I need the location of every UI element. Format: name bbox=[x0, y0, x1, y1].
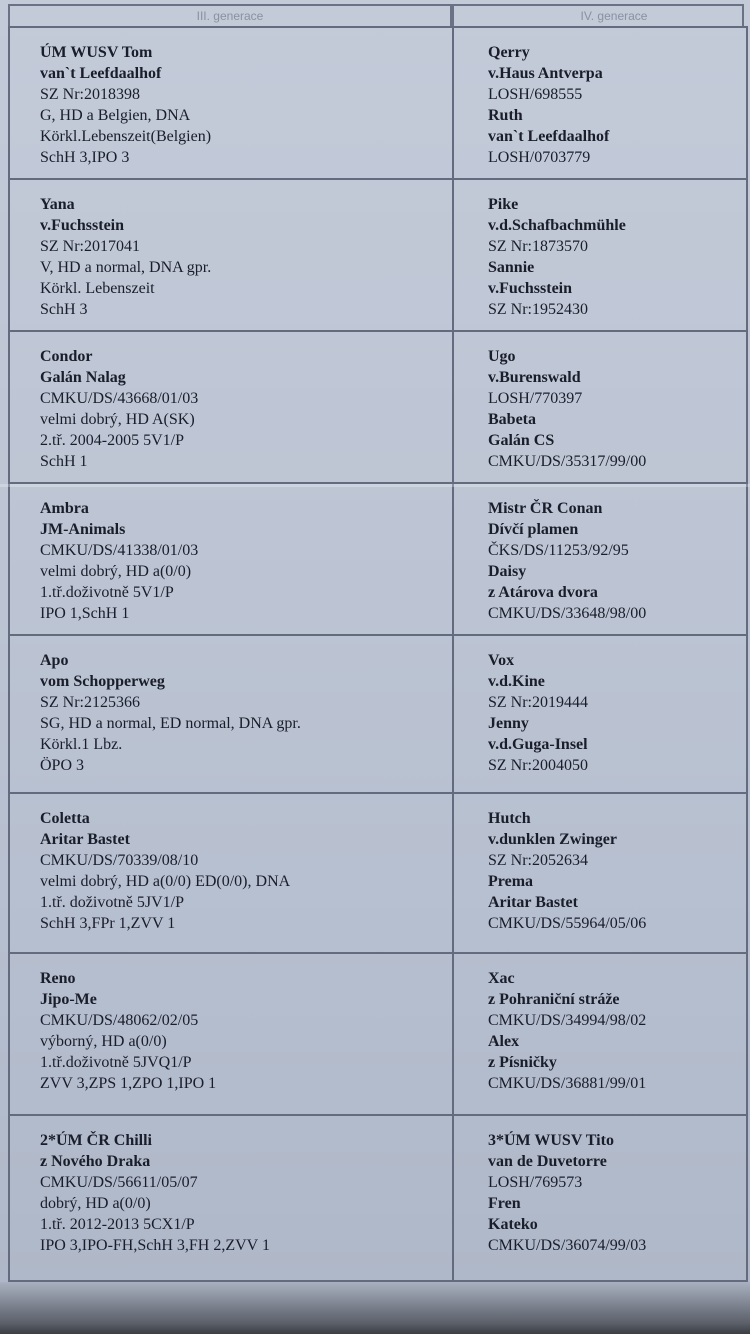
registration-number: CMKU/DS/41338/01/03 bbox=[40, 542, 199, 559]
ancestor-gen3-cell bbox=[8, 332, 454, 484]
dam-registration: SZ Nr:1952430 bbox=[488, 301, 588, 318]
registration-number: CMKU/DS/48062/02/05 bbox=[40, 1012, 199, 1029]
ancestor-gen3-cell bbox=[8, 180, 454, 332]
breeding-class: 1.tř.doživotně 5JVQ1/P bbox=[40, 1054, 192, 1071]
kennel-name: z Nového Draka bbox=[40, 1153, 151, 1170]
sire-name: Pike bbox=[488, 196, 519, 213]
sire-kennel: Dívčí plamen bbox=[488, 521, 579, 538]
sire-kennel: z Pohraniční stráže bbox=[488, 991, 620, 1008]
dam-name: Babeta bbox=[488, 411, 536, 428]
dog-name: Yana bbox=[40, 196, 75, 213]
dog-name: 2*ÚM ČR Chilli bbox=[40, 1132, 152, 1149]
sire-name: Ugo bbox=[488, 348, 516, 365]
breeding-class: Körkl.1 Lbz. bbox=[40, 736, 123, 753]
registration-number: CMKU/DS/56611/05/07 bbox=[40, 1174, 198, 1191]
pedigree-row bbox=[8, 954, 748, 1116]
kennel-name: Jipo-Me bbox=[40, 991, 97, 1008]
ancestor-gen3-cell bbox=[8, 954, 454, 1116]
sire-name: Qerry bbox=[488, 44, 530, 61]
rating: velmi dobrý, HD a(0/0) ED(0/0), DNA bbox=[40, 873, 291, 890]
dam-kennel: Galán CS bbox=[488, 432, 555, 449]
dog-name: Ambra bbox=[40, 500, 89, 517]
breeding-class: 1.tř.doživotně 5V1/P bbox=[40, 584, 174, 601]
sire-name: 3*ÚM WUSV Tito bbox=[488, 1132, 614, 1149]
dam-name: Jenny bbox=[488, 715, 529, 732]
ancestor-gen3-cell bbox=[8, 636, 454, 794]
dam-registration: SZ Nr:2004050 bbox=[488, 757, 588, 774]
ancestor-gen4-cell bbox=[452, 332, 748, 484]
sire-registration: SZ Nr:1873570 bbox=[488, 238, 588, 255]
sire-registration: CMKU/DS/34994/98/02 bbox=[488, 1012, 647, 1029]
ancestor-gen4-cell bbox=[452, 1116, 748, 1282]
dog-name: Apo bbox=[40, 652, 69, 669]
kennel-name: Aritar Bastet bbox=[40, 831, 130, 848]
rating: V, HD a normal, DNA gpr. bbox=[40, 259, 212, 276]
ancestor-gen3-cell bbox=[8, 484, 454, 636]
dog-name: Coletta bbox=[40, 810, 90, 827]
exams: IPO 1,SchH 1 bbox=[40, 605, 130, 622]
exams: SchH 3,FPr 1,ZVV 1 bbox=[40, 915, 176, 932]
dog-name: Reno bbox=[40, 970, 76, 987]
dam-kennel: van`t Leefdaalhof bbox=[488, 128, 610, 145]
kennel-name: v.Fuchsstein bbox=[40, 217, 125, 234]
rating: G, HD a Belgien, DNA bbox=[40, 107, 191, 124]
dam-name: Prema bbox=[488, 873, 534, 890]
sire-kennel: v.Burenswald bbox=[488, 369, 581, 386]
sire-kennel: v.d.Kine bbox=[488, 673, 545, 690]
sire-kennel: van de Duvetorre bbox=[488, 1153, 607, 1170]
registration-number: CMKU/DS/70339/08/10 bbox=[40, 852, 199, 869]
dam-kennel: v.Fuchsstein bbox=[488, 280, 573, 297]
dog-name: Condor bbox=[40, 348, 93, 365]
breeding-class: 2.tř. 2004-2005 5V1/P bbox=[40, 432, 184, 449]
dam-registration: CMKU/DS/36881/99/01 bbox=[488, 1075, 647, 1092]
sire-name: Xac bbox=[488, 970, 515, 987]
ancestor-gen4-cell bbox=[452, 794, 748, 954]
dam-registration: LOSH/0703779 bbox=[488, 149, 591, 166]
ancestor-gen3-cell bbox=[8, 794, 454, 954]
pedigree-row bbox=[8, 794, 748, 954]
breeding-class: Körkl. Lebenszeit bbox=[40, 280, 155, 297]
kennel-name: vom Schopperweg bbox=[40, 673, 165, 690]
exams: SchH 3 bbox=[40, 301, 88, 318]
pedigree-grid bbox=[8, 26, 748, 1282]
pedigree-row bbox=[8, 484, 748, 636]
sire-name: Vox bbox=[488, 652, 515, 669]
ancestor-gen4-cell bbox=[452, 484, 748, 636]
sire-registration: SZ Nr:2019444 bbox=[488, 694, 588, 711]
header-generation-4: IV. generace bbox=[452, 4, 744, 26]
sire-registration: LOSH/769573 bbox=[488, 1174, 583, 1191]
rating: velmi dobrý, HD a(0/0) bbox=[40, 563, 192, 580]
dam-registration: CMKU/DS/33648/98/00 bbox=[488, 605, 647, 622]
dam-registration: CMKU/DS/55964/05/06 bbox=[488, 915, 647, 932]
dam-kennel: v.d.Guga-Insel bbox=[488, 736, 588, 753]
kennel-name: Galán Nalag bbox=[40, 369, 126, 386]
sire-kennel: v.Haus Antverpa bbox=[488, 65, 603, 82]
sire-registration: ČKS/DS/11253/92/95 bbox=[488, 542, 629, 559]
sire-kennel: v.d.Schafbachmühle bbox=[488, 217, 626, 234]
registration-number: SZ Nr:2125366 bbox=[40, 694, 140, 711]
breeding-class: Körkl.Lebenszeit(Belgien) bbox=[40, 128, 212, 145]
dam-kennel: z Atárova dvora bbox=[488, 584, 598, 601]
dam-registration: CMKU/DS/35317/99/00 bbox=[488, 453, 647, 470]
ancestor-gen4-cell bbox=[452, 636, 748, 794]
dam-name: Daisy bbox=[488, 563, 527, 580]
exams: SchH 3,IPO 3 bbox=[40, 149, 130, 166]
ancestor-gen4-cell bbox=[452, 954, 748, 1116]
rating: SG, HD a normal, ED normal, DNA gpr. bbox=[40, 715, 301, 732]
registration-number: CMKU/DS/43668/01/03 bbox=[40, 390, 199, 407]
dam-name: Ruth bbox=[488, 107, 523, 124]
dam-name: Fren bbox=[488, 1195, 521, 1212]
header-generation-3: III. generace bbox=[8, 4, 452, 26]
ancestor-gen3-cell bbox=[8, 1116, 454, 1282]
ancestor-gen4-cell bbox=[452, 180, 748, 332]
sire-registration: LOSH/698555 bbox=[488, 86, 583, 103]
dam-kennel: Kateko bbox=[488, 1216, 538, 1233]
ancestor-gen4-cell bbox=[452, 26, 748, 180]
pedigree-row bbox=[8, 1116, 748, 1282]
breeding-class: 1.tř. doživotně 5JV1/P bbox=[40, 894, 184, 911]
registration-number: SZ Nr:2017041 bbox=[40, 238, 140, 255]
dam-kennel: Aritar Bastet bbox=[488, 894, 578, 911]
breeding-class: 1.tř. 2012-2013 5CX1/P bbox=[40, 1216, 195, 1233]
dam-name: Sannie bbox=[488, 259, 535, 276]
exams: ZVV 3,ZPS 1,ZPO 1,IPO 1 bbox=[40, 1075, 217, 1092]
dam-name: Alex bbox=[488, 1033, 520, 1050]
pedigree-row bbox=[8, 180, 748, 332]
rating: velmi dobrý, HD A(SK) bbox=[40, 411, 195, 428]
exams: IPO 3,IPO-FH,SchH 3,FH 2,ZVV 1 bbox=[40, 1237, 270, 1254]
kennel-name: JM-Animals bbox=[40, 521, 126, 538]
sire-registration: LOSH/770397 bbox=[488, 390, 583, 407]
exams: ÖPO 3 bbox=[40, 757, 85, 774]
dog-name: ÚM WUSV Tom bbox=[40, 44, 153, 61]
kennel-name: van`t Leefdaalhof bbox=[40, 65, 162, 82]
registration-number: SZ Nr:2018398 bbox=[40, 86, 140, 103]
ancestor-gen3-cell bbox=[8, 26, 454, 180]
dam-kennel: z Písničky bbox=[488, 1054, 557, 1071]
rating: dobrý, HD a(0/0) bbox=[40, 1195, 151, 1212]
sire-kennel: v.dunklen Zwinger bbox=[488, 831, 617, 848]
sire-name: Mistr ČR Conan bbox=[488, 500, 603, 517]
exams: SchH 1 bbox=[40, 453, 88, 470]
paper-fold-line bbox=[0, 484, 750, 487]
pedigree-row bbox=[8, 26, 748, 180]
rating: výborný, HD a(0/0) bbox=[40, 1033, 167, 1050]
sire-name: Hutch bbox=[488, 810, 531, 827]
table-surface bbox=[0, 1282, 750, 1334]
sire-registration: SZ Nr:2052634 bbox=[488, 852, 588, 869]
pedigree-row bbox=[8, 332, 748, 484]
dam-registration: CMKU/DS/36074/99/03 bbox=[488, 1237, 647, 1254]
pedigree-row bbox=[8, 636, 748, 794]
